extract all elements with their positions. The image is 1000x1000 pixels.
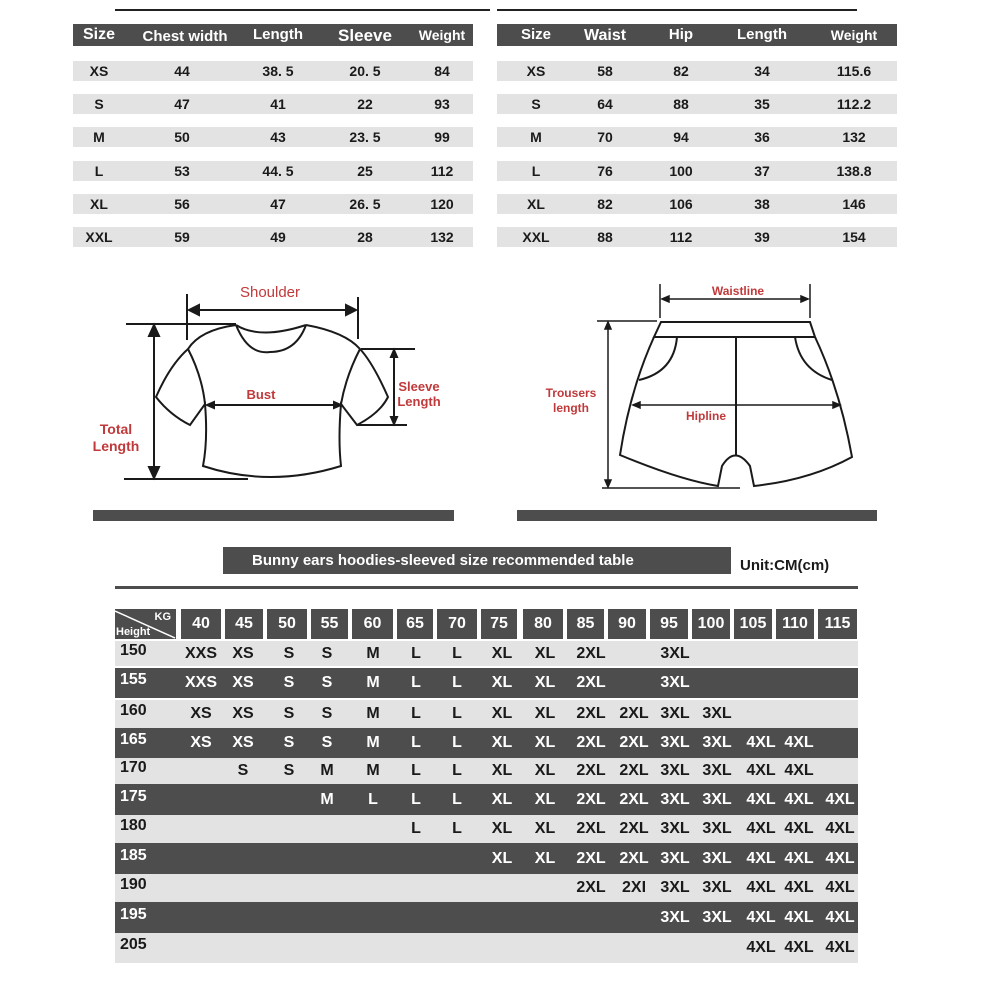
size-cell: L [452,734,462,751]
size-cell: 4XL [784,909,814,926]
value-cell: 88 [597,229,613,245]
value-cell: 41 [270,96,286,112]
col-header-sleeve: Sleeve [338,26,392,45]
size-cell: M [320,762,334,779]
value-cell: 99 [434,129,450,145]
total-length-line2: Length [92,438,140,454]
recommend-row [115,641,858,666]
value-cell: 94 [673,129,689,145]
value-cell: 43 [270,129,286,145]
height-cell: 160 [120,702,147,719]
weight-header-cell: 55 [311,609,348,639]
value-cell: 88 [673,96,689,112]
size-cell: 2XL [576,879,606,896]
weight-header-cell: 45 [225,609,263,639]
recommend-row [115,933,858,963]
size-cell: S [283,645,295,662]
size-cell: XL [534,674,556,691]
size-cell: 4XL [825,879,855,896]
value-cell: 112.2 [836,96,872,112]
size-cell: M [366,674,380,691]
shirt-divider-bar [93,510,454,521]
size-cell: 4XL [784,850,814,867]
size-cell: XL [491,791,513,808]
height-cell: 155 [120,671,147,688]
trousers-length-line1: Trousers [545,386,597,400]
size-cell: 4XL [746,820,776,837]
value-cell: 70 [597,129,613,145]
size-cell: 2XL [619,705,649,722]
size-cell: S [531,96,541,112]
value-cell: 112 [669,229,693,245]
weight-header-cell: 75 [481,609,517,639]
size-cell: 2XL [576,645,606,662]
size-cell: S [94,96,104,112]
size-cell: XL [534,791,556,808]
size-cell: L [531,163,541,179]
value-cell: 100 [669,163,693,179]
size-cell: L [452,762,462,779]
size-cell: XL [90,196,108,212]
col-header-length: Length [737,26,787,43]
size-cell: XL [527,196,545,212]
size-cell: M [366,645,380,662]
size-cell: 2XL [576,791,606,808]
size-cell: XL [534,734,556,751]
height-cell: 185 [120,847,147,864]
size-cell: 4XL [746,762,776,779]
recommend-row [115,815,858,843]
value-cell: 76 [597,163,613,179]
size-cell: XL [534,705,556,722]
value-cell: 25 [357,163,373,179]
value-cell: 50 [174,129,190,145]
size-cell: 2XL [619,820,649,837]
size-cell: 4XL [825,791,855,808]
size-cell: 4XL [825,820,855,837]
size-cell: 2XL [619,734,649,751]
size-cell: 2XL [576,762,606,779]
size-cell: L [452,705,462,722]
size-cell: XS [232,705,254,722]
bust-label: Bust [246,387,276,402]
size-cell: M [366,734,380,751]
recommend-row [115,874,858,902]
size-cell: L [452,674,462,691]
size-cell: S [321,734,333,751]
size-cell: 2XL [576,734,606,751]
value-cell: 154 [842,229,866,245]
size-cell: S [321,705,333,722]
waistline-label: Waistline [711,284,765,298]
size-cell: S [321,674,333,691]
size-cell: XS [89,63,109,79]
height-cell: 190 [120,876,147,893]
shorts-divider-bar [517,510,877,521]
size-cell: 3XL [660,820,690,837]
size-cell: M [530,129,542,145]
size-cell: 3XL [660,674,690,691]
size-cell: 2XL [576,820,606,837]
size-cell: S [283,734,295,751]
col-header-length: Length [253,26,303,43]
size-cell: 3XL [702,820,732,837]
size-cell: 4XL [825,850,855,867]
col-header-weight: Weight [830,27,878,43]
size-cell: XXS [184,645,218,662]
size-cell: 3XL [702,734,732,751]
size-cell: XL [491,645,513,662]
height-cell: 205 [120,936,147,953]
size-cell: L [411,762,421,779]
weight-header-cell: 115 [818,609,857,639]
size-cell: XS [190,705,212,722]
size-cell: 4XL [784,791,814,808]
value-cell: 39 [754,229,770,245]
size-cell: XXS [184,674,218,691]
weight-header-cell: 50 [267,609,307,639]
weight-header-cell: 60 [352,609,393,639]
size-cell: 4XL [746,791,776,808]
value-cell: 35 [754,96,770,112]
size-cell: XL [534,645,556,662]
trousers-length-line2: length [553,401,589,415]
height-cell: 165 [120,731,147,748]
size-cell: XL [491,734,513,751]
size-cell: 3XL [660,791,690,808]
recommend-title-rule [115,586,858,589]
size-cell: XXL [522,229,550,245]
size-cell: 2XL [619,762,649,779]
value-cell: 64 [597,96,613,112]
shoulder-label: Shoulder [239,284,301,301]
value-cell: 112 [430,163,454,179]
size-cell: 4XL [746,850,776,867]
size-cell: 3XL [660,705,690,722]
weight-header-cell: 110 [776,609,814,639]
size-cell: M [366,705,380,722]
size-cell: L [411,734,421,751]
value-cell: 38 [754,196,770,212]
value-cell: 53 [174,163,190,179]
size-cell: 4XL [784,879,814,896]
trousers-length-label [538,386,604,416]
size-cell: 4XL [746,909,776,926]
size-cell: XL [491,705,513,722]
size-cell: XS [232,645,254,662]
size-cell: XL [534,820,556,837]
sleeve-length-line2: Length [397,394,441,409]
recommend-row [115,902,858,933]
size-cell: L [411,674,421,691]
size-cell: L [411,645,421,662]
recommend-row [115,728,858,758]
size-cell: M [93,129,105,145]
value-cell: 132 [430,229,454,245]
size-cell: L [411,791,421,808]
total-length-line1: Total [99,421,133,437]
size-cell: S [283,674,295,691]
value-cell: 47 [174,96,190,112]
value-cell: 44 [174,63,190,79]
weight-header-cell: 105 [734,609,772,639]
value-cell: 49 [270,229,286,245]
value-cell: 82 [597,196,613,212]
size-cell: 4XL [784,820,814,837]
value-cell: 28 [357,229,373,245]
value-cell: 138.8 [836,163,872,179]
corner-height-label: Height [116,626,151,638]
size-cell: 3XL [660,645,690,662]
size-cell: 3XL [660,879,690,896]
weight-header-cell: 80 [523,609,563,639]
value-cell: 93 [434,96,450,112]
size-cell: 2XI [621,879,647,896]
size-cell: L [452,645,462,662]
recommend-table-title: Bunny ears hoodies-sleeved size recommended table [223,547,731,574]
value-cell: 44. 5 [262,163,294,179]
size-cell: 3XL [702,850,732,867]
value-cell: 20. 5 [349,63,381,79]
hipline-label: Hipline [685,409,726,423]
size-cell: XS [190,734,212,751]
size-cell: 3XL [660,909,690,926]
size-cell: 3XL [702,791,732,808]
recommend-row [115,668,858,698]
size-cell: S [237,762,249,779]
size-cell: XS [232,734,254,751]
col-header-weight: Weight [418,27,466,43]
corner-header-cell [115,609,176,639]
height-cell: 175 [120,788,147,805]
size-cell: 3XL [702,909,732,926]
height-cell: 150 [120,642,147,659]
size-cell: 3XL [660,850,690,867]
weight-header-cell: 90 [608,609,646,639]
value-cell: 58 [597,63,613,79]
size-cell: L [411,705,421,722]
col-header-hip: Hip [668,26,694,43]
size-cell: XL [491,850,513,867]
size-cell: 4XL [784,734,814,751]
corner-kg-label: KG [154,611,171,623]
size-cell: XS [526,63,546,79]
size-cell: XL [491,674,513,691]
size-cell: XS [232,674,254,691]
size-cell: 3XL [702,762,732,779]
recommend-row [115,784,858,815]
weight-header-cell: 65 [397,609,433,639]
weight-header-cell: 100 [692,609,730,639]
size-cell: S [283,762,295,779]
size-cell: L [94,163,104,179]
value-cell: 120 [430,196,454,212]
sleeve-length-line1: Sleeve [398,379,440,394]
weight-header-cell: 40 [181,609,221,639]
value-cell: 146 [842,196,866,212]
size-cell: 4XL [784,939,814,956]
size-cell: 3XL [660,734,690,751]
value-cell: 37 [754,163,770,179]
recommend-row [115,843,858,874]
size-cell: 3XL [660,762,690,779]
size-cell: M [320,791,334,808]
recommend-row [115,758,858,784]
size-cell: XL [491,820,513,837]
value-cell: 23. 5 [349,129,381,145]
size-cell: 4XL [784,762,814,779]
col-header-chest-width: Chest width [142,28,228,45]
value-cell: 47 [270,196,286,212]
size-cell: 2XL [576,850,606,867]
size-cell: 4XL [825,939,855,956]
value-cell: 59 [174,229,190,245]
value-cell: 84 [434,63,450,79]
size-cell: 4XL [746,879,776,896]
height-cell: 180 [120,817,147,834]
value-cell: 36 [754,129,770,145]
weight-header-cell: 70 [437,609,477,639]
size-cell: 2XL [619,791,649,808]
weight-header-cell: 85 [567,609,604,639]
size-cell: XXL [85,229,113,245]
value-cell: 106 [669,196,693,212]
size-cell: XL [491,762,513,779]
col-header-waist: Waist [583,27,627,44]
unit-label: Unit:CM(cm) [740,557,830,574]
size-cell: S [321,645,333,662]
size-cell: 4XL [825,909,855,926]
value-cell: 34 [754,63,770,79]
height-cell: 195 [120,906,147,923]
value-cell: 22 [357,96,373,112]
size-cell: 4XL [746,734,776,751]
size-cell: L [452,820,462,837]
col-header-size: Size [82,26,116,43]
size-cell: L [368,791,378,808]
size-cell: 3XL [702,879,732,896]
col-header-size: Size [520,26,552,43]
size-cell: 2XL [576,674,606,691]
size-cell: S [283,705,295,722]
value-cell: 115.6 [836,63,872,79]
size-cell: 4XL [746,939,776,956]
size-cell: XL [534,762,556,779]
value-cell: 82 [673,63,689,79]
size-cell: 2XL [576,705,606,722]
value-cell: 38. 5 [262,63,294,79]
weight-header-cell: 95 [650,609,688,639]
size-cell: XL [534,850,556,867]
size-cell: L [452,791,462,808]
size-cell: M [366,762,380,779]
value-cell: 26. 5 [349,196,381,212]
size-cell: 3XL [702,705,732,722]
size-cell: L [411,820,421,837]
recommend-row [115,700,858,728]
value-cell: 132 [842,129,866,145]
size-cell: 2XL [619,850,649,867]
height-cell: 170 [120,759,147,776]
value-cell: 56 [174,196,190,212]
